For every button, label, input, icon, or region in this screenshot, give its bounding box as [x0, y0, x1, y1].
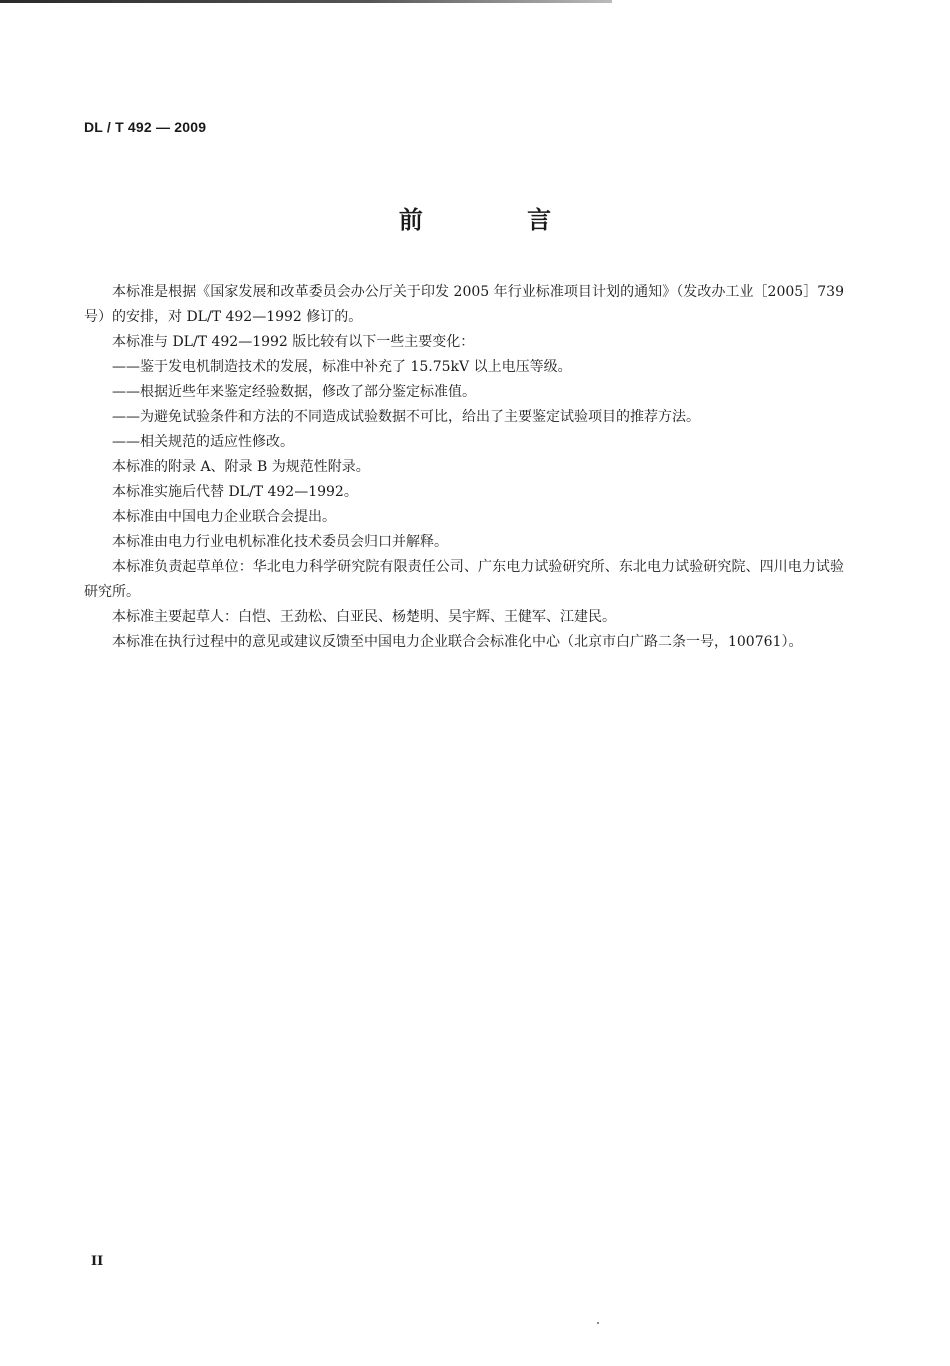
paragraph-proposed-by: 本标准由中国电力企业联合会提出。 — [112, 509, 336, 525]
page-number: II — [91, 1254, 104, 1269]
paragraph-change-values: ——根据近些年来鉴定经验数据，修改了部分鉴定标准值。 — [112, 384, 476, 400]
paragraph-managed-by: 本标准由电力行业电机标准化技术委员会归口并解释。 — [112, 534, 448, 550]
paragraph-change-specs: ——相关规范的适应性修改。 — [112, 434, 294, 450]
paragraph-appendix: 本标准的附录 A、附录 B 为规范性附录。 — [112, 459, 370, 475]
paragraph-changes-intro: 本标准与 DL/T 492—1992 版比较有以下一些主要变化： — [112, 334, 475, 350]
paragraph-basis: 本标准是根据《国家发展和改革委员会办公厅关于印发 2005 年行业标准项目计划的通知》（发改办工业［2005］739 号）的安排，对 DL/T 492—1992 修订的。 — [84, 284, 844, 325]
paragraph-change-voltage: ——鉴于发电机制造技术的发展，标准中补充了 15.75kV 以上电压等级。 — [112, 359, 572, 375]
top-rule — [0, 0, 612, 3]
paragraph-feedback: 本标准在执行过程中的意见或建议反馈至中国电力企业联合会标准化中心（北京市白广路二条一号，100761）。 — [112, 634, 803, 650]
scan-speck — [597, 1322, 599, 1324]
paragraph-drafters: 本标准主要起草人：白恺、王劲松、白亚民、杨楚明、吴宇辉、王健军、江建民。 — [112, 609, 616, 625]
paragraph-drafting-units: 本标准负责起草单位：华北电力科学研究院有限责任公司、广东电力试验研究所、东北电力试验研究院、四川电力试验研究所。 — [84, 559, 844, 600]
paragraph-change-methods: ——为避免试验条件和方法的不同造成试验数据不可比，给出了主要鉴定试验项目的推荐方法。 — [112, 409, 700, 425]
page-title — [0, 200, 950, 235]
paragraph-replaces: 本标准实施后代替 DL/T 492—1992。 — [112, 484, 358, 500]
preface-body — [84, 280, 844, 655]
page-title-text: 前 言 — [398, 206, 600, 234]
standard-code: DL / T 492 — 2009 — [84, 119, 207, 135]
